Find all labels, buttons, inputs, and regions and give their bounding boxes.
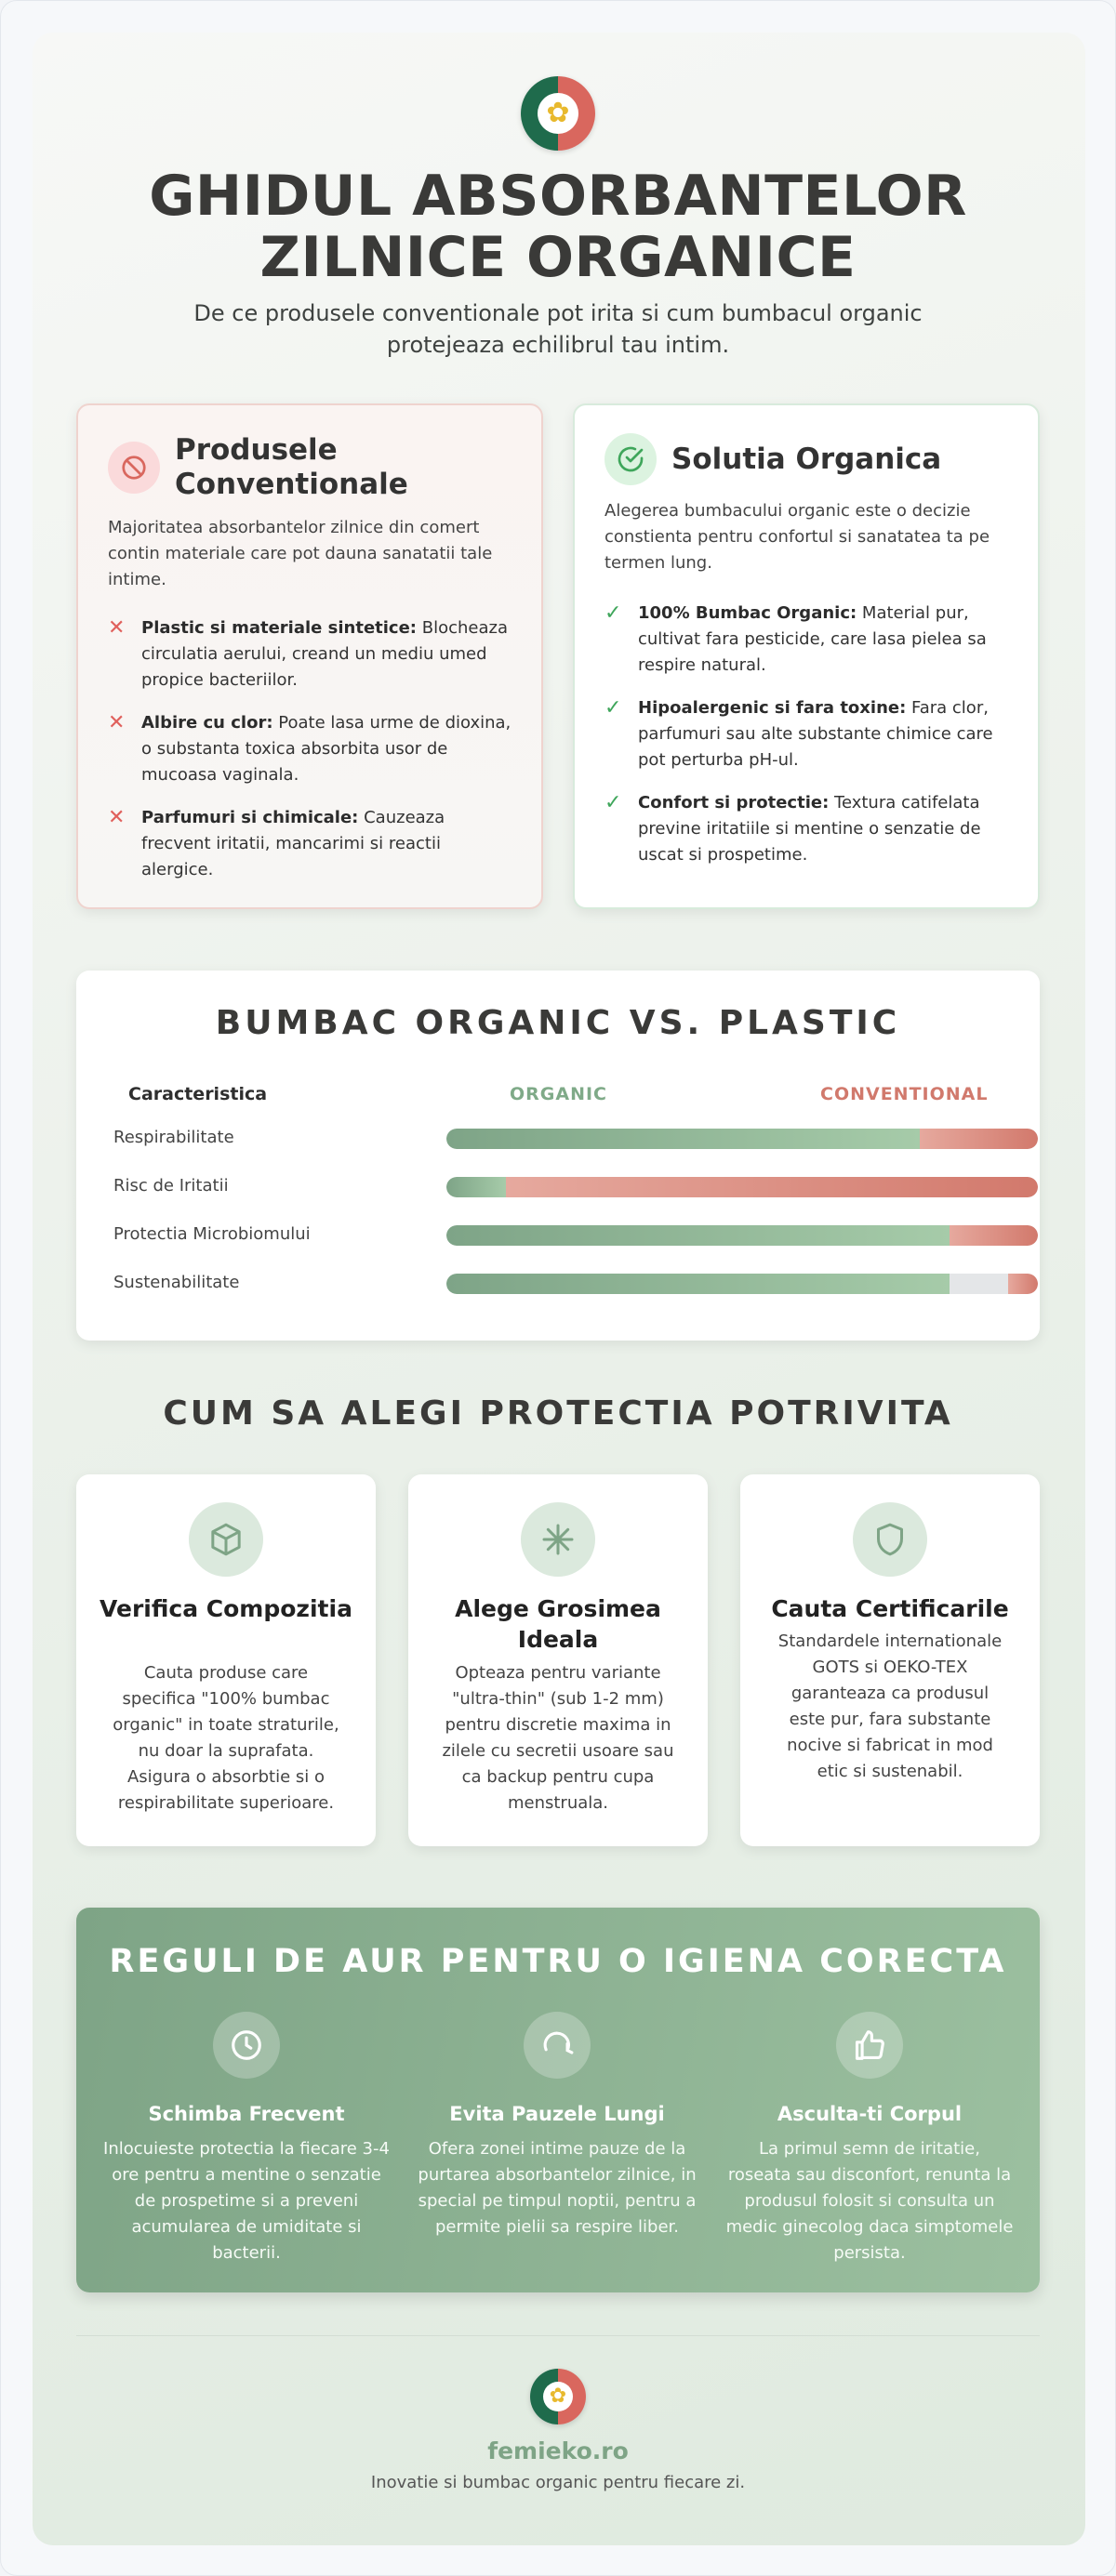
tip-text: Cauta produse care specifica "100% bumbac organic" in toate straturile, nu doar la suprafata. Asigura o absorbtie si o respirabilitate superioare.: [113, 1663, 339, 1813]
comparison-row: [113, 1272, 1006, 1294]
asterisk-icon: [521, 1502, 595, 1577]
card-header: [108, 433, 472, 502]
x-mark-icon: ✕: [108, 711, 126, 734]
golden-rules-banner: [76, 1908, 1040, 2292]
list-item: [604, 790, 1014, 868]
column-header-conventional: CONVENTIONAL: [820, 1084, 989, 1104]
tip-title: Verifica Compozitia: [100, 1595, 352, 1622]
comparison-row: [113, 1175, 1006, 1197]
rule-title: Schimba Frecvent: [148, 2103, 345, 2125]
list-item: [108, 710, 517, 788]
footer-site-link[interactable]: femieko.ro: [487, 2437, 629, 2464]
point-text: Material pur, cultivat fara pesticide, care lasa pielea sa respire natural.: [638, 603, 987, 675]
point-text: Blocheaza circulatia aerului, creand un mediu umed propice bacteriilor.: [141, 618, 508, 690]
rules-title: REGULI DE AUR PENTRU O IGIENA CORECTA: [109, 1943, 1007, 1980]
conventional-bar-segment: [506, 1177, 1038, 1197]
x-mark-icon: ✕: [108, 806, 126, 829]
comparison-row: [113, 1223, 1006, 1246]
point-heading: Confort si protectie:: [638, 793, 830, 812]
row-label: Sustenabilitate: [113, 1273, 240, 1292]
comparison-row: [113, 1127, 1006, 1149]
comparison-title: BUMBAC ORGANIC VS. PLASTIC: [215, 1004, 901, 1042]
point-heading: Plastic si materiale sintetice:: [141, 618, 417, 638]
tip-text: Opteaza pentru variante "ultra-thin" (sub 1-2 mm) pentru discretie maxima in zilele cu secretii usoare sau ca backup pentru cupa menstruala.: [442, 1663, 674, 1813]
organic-bar-segment: [446, 1225, 950, 1246]
comparison-card: [76, 971, 1040, 1341]
list-item: [604, 601, 1014, 679]
point-text: Cauzeaza frecvent iritatii, mancarimi si reactii alergice.: [141, 808, 445, 879]
row-label: Risc de Iritatii: [113, 1176, 229, 1196]
rule-item: [102, 2012, 391, 2266]
footer-logo: [530, 2369, 586, 2424]
page-subtitle: De ce produsele conventionale pot irita si cum bumbacul organic protejeaza echilibrul tau intim.: [193, 300, 923, 358]
rule-text: Ofera zonei intime pauze de la purtarea absorbantelor zilnice, in special pe timpul noptii, pentru a permite pielii sa respire liber.: [418, 2139, 697, 2237]
card-header: [604, 433, 941, 485]
footer-divider: [76, 2335, 1040, 2336]
refresh-icon: [524, 2012, 591, 2079]
tip-title: Alege Grosimea Ideala: [455, 1595, 661, 1653]
check-icon: ✓: [604, 696, 622, 720]
card-intro: Alegerea bumbacului organic este o decizie constienta pentru confortul si sanatatea ta pe termen lung.: [604, 501, 990, 573]
thumbs-up-icon: [836, 2012, 903, 2079]
row-label: Respirabilitate: [113, 1128, 234, 1147]
rule-title: Evita Pauzele Lungi: [449, 2103, 665, 2125]
column-header-organic: ORGANIC: [510, 1084, 607, 1104]
row-label: Protectia Microbiomului: [113, 1224, 311, 1244]
card-title: Produsele Conventionale: [175, 433, 408, 501]
conventional-bar-segment: [1008, 1274, 1038, 1294]
tip-card-composition: [76, 1474, 376, 1846]
point-heading: Parfumuri si chimicale:: [141, 808, 359, 827]
footer-tagline: Inovatie si bumbac organic pentru fiecare zi.: [370, 2473, 746, 2492]
comparison-bar: [446, 1177, 1038, 1197]
rule-item: [413, 2012, 701, 2240]
point-heading: Hipoalergenic si fara toxine:: [638, 698, 907, 718]
check-icon: ✓: [604, 791, 622, 814]
point-heading: Albire cu clor:: [141, 713, 273, 733]
tip-title: Cauta Certificarile: [771, 1595, 1009, 1622]
point-heading: 100% Bumbac Organic:: [638, 603, 857, 623]
comparison-bar: [446, 1129, 1038, 1149]
point-text: Fara clor, parfumuri sau alte substante chimice care pot perturba pH-ul.: [638, 698, 993, 770]
organic-bar-segment: [446, 1177, 506, 1197]
list-item: [108, 615, 517, 694]
list-item: [604, 695, 1014, 773]
tip-text: Standardele internationale GOTS si OEKO-TEX garanteaza ca produsul este pur, fara substante nocive si fabricat in mod etic si sustenabil.: [777, 1631, 1003, 1781]
page-title: GHIDUL ABSORBANTELOR ZILNICE ORGANICE: [149, 164, 967, 290]
rule-text: Inlocuieste protectia la fiecare 3-4 ore pentru a mentine o senzatie de prospetime si a preveni acumularea de umiditate si bacterii.: [103, 2139, 390, 2263]
comparison-bar: [446, 1225, 1038, 1246]
tip-card-certifications: [740, 1474, 1040, 1846]
organic-bar-segment: [446, 1274, 950, 1294]
rule-item: [725, 2012, 1014, 2266]
card-intro: Majoritatea absorbantelor zilnice din comert contin materiale care pot dauna sanatatii tale intime.: [108, 518, 493, 589]
brand-logo: [521, 76, 595, 151]
benefit-list: [604, 601, 1014, 885]
prohibited-icon: [108, 442, 160, 494]
point-text: Poate lasa urme de dioxina, o substanta toxica absorbita usor de mucoasa vaginala.: [141, 713, 512, 785]
check-icon: ✓: [604, 601, 622, 625]
column-header-characteristic: Caracteristica: [128, 1084, 268, 1104]
daisy-icon: ✿: [538, 93, 578, 134]
conventional-bar-segment: [950, 1225, 1038, 1246]
rule-title: Asculta-ti Corpul: [777, 2103, 963, 2125]
comparison-bar: [446, 1274, 1038, 1294]
organic-solution-card: [573, 403, 1040, 909]
clock-icon: [213, 2012, 280, 2079]
card-title: Solutia Organica: [671, 442, 942, 476]
x-mark-icon: ✕: [108, 616, 126, 640]
conventional-bar-segment: [920, 1129, 1038, 1149]
shield-icon: [853, 1502, 927, 1577]
rule-text: La primul semn de iritatie, roseata sau disconfort, renunta la produsul folosit si consulta un medic ginecolog daca simptomele persista.: [725, 2139, 1014, 2263]
tip-card-thickness: [408, 1474, 708, 1846]
organic-bar-segment: [446, 1129, 920, 1149]
check-circle-icon: [604, 433, 657, 485]
choose-section-title: CUM SA ALEGI PROTECTIA POTRIVITA: [163, 1394, 953, 1433]
daisy-icon: ✿: [543, 2382, 573, 2411]
point-text: Textura catifelata previne iritatiile si mentine o senzatie de uscat si prospetime.: [638, 793, 981, 865]
box-icon: [189, 1502, 263, 1577]
problem-list: [108, 615, 517, 900]
conventional-products-card: [76, 403, 543, 909]
list-item: [108, 805, 517, 883]
